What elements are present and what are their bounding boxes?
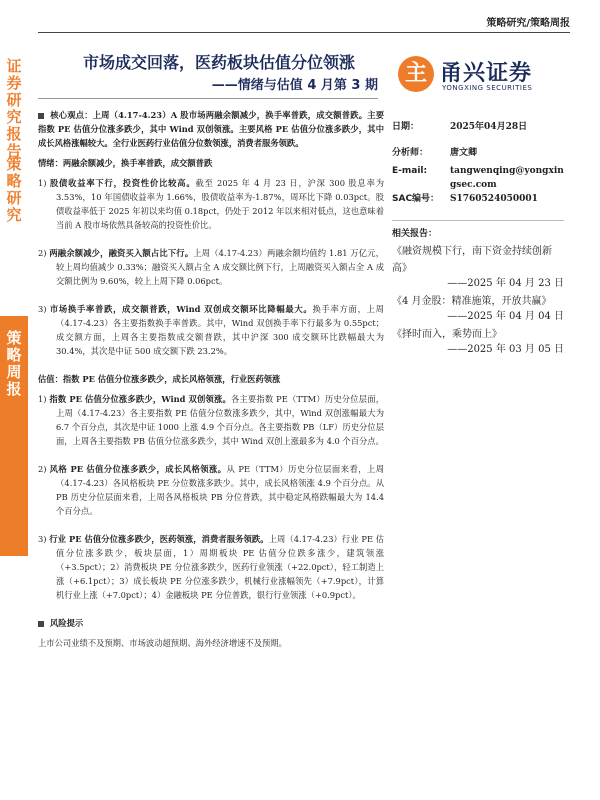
list-item: 1) 指数 PE 估值分位涨多跌少，Wind 双创领涨。各主要指数 PE（TTM）历史分位层面，上周（4.17-4.23）各主要指数 PE 估值分位数涨多跌少，其中，Wind 双创涨幅最大为 6.7 个百分点，其次是中证 1000 上涨 4.9 个百分点。各主要指数 PB（LF）历史分位层面，上周各主要指数 PB 估值分位涨多跌少，其中 Wind 双创上涨最多为 4.0 个百分点。 [38, 394, 385, 446]
sac-row: SAC编号： S1760524050001 [392, 192, 564, 206]
side-label-weekly: 策略周报 [6, 329, 22, 398]
info-rule [392, 220, 564, 221]
side-label-research: 证券研究报告 [6, 57, 22, 160]
header-category: 策略研究/策略周报 [486, 18, 570, 29]
company-logo [398, 52, 558, 98]
logo-english: YONGXING SECURITIES [442, 84, 533, 92]
list-item: 3) 行业 PE 估值分位涨多跌少，医药领涨，消费者服务领跌。上周（4.17-4.23）行业 PE 估值分位涨多跌少，板块层面，1）周期板块 PE 估值分位跌多涨少，建筑领涨（+3.5pct）；2）消费板块 PE 分位涨多跌少，医药行业领涨（+22.0pct），轻工制造上涨（+6.1pct）；3）成长板块 PE 分位涨多跌少，机械行业涨幅领先（+7.9pct），计算机行业上涨（+7.0pct）；4）金融板块 PE 分位普跌，银行行业领涨（+0.9pct）。 [38, 534, 385, 600]
main-column [38, 108, 384, 656]
list-item: 3) 市场换手率普跌，成交额普跌，Wind 双创成交额环比降幅最大。换手率方面，上周（4.17-4.23）各主要指数换手率普跌。其中，Wind 双创换手率下行最多为 0.55pct；成交额方面，上周各主要指数成交额普跌，其中沪深 300 成交额环比跌幅最大为 30.4%，其次是中证 500 成交额下跌 23.2%。 [38, 304, 384, 356]
logo-mark-char: 主 [404, 61, 427, 86]
bullet-square-icon [38, 621, 44, 627]
sentiment-heading: 情绪：两融余额减少，换手率普跌，成交额普跌 [38, 158, 213, 168]
side-label-strategy: 策略研究 [6, 155, 22, 224]
core-view [38, 108, 384, 150]
header-rule [38, 32, 570, 33]
sac-number: S1760524050001 [450, 194, 538, 204]
related-report-date: ——2025 年 03 月 05 日 [447, 344, 564, 355]
report-subtitle: ——情绪与估值 4 月第 3 期 [211, 78, 378, 93]
date-row: 日期： 2025年04月28日 [392, 120, 564, 134]
analyst-name: 唐文卿 [450, 148, 478, 158]
report-date: 2025年04月28日 [450, 122, 528, 132]
analyst-email[interactable]: tangwenqing@yongxingsec.com [450, 166, 564, 190]
related-heading: 相关报告： [392, 229, 438, 239]
list-item: 2) 两融余额减少，融资买入额占比下行。上周（4.17-4.23）两融余额均值约 1.81 万亿元，较上周均值减少 0.33%；融资买入额占全 A 成交额比例下行，上周融资买入额占全 A 成交额比例为 9.60%，较上上周下降 0.06pct。 [38, 248, 384, 286]
analyst-row: 分析师： 唐文卿 [392, 146, 564, 160]
core-view-lead: 核心观点： [50, 110, 93, 120]
email-row: E-mail: tangwenqing@yongxingsec.com [392, 166, 564, 190]
related-report[interactable]: 《择时而入，乘势而上》 [392, 329, 502, 340]
side-strip [0, 38, 28, 800]
side-strip-top [0, 38, 28, 278]
core-view-text: 上周（4.17-4.23）A 股市场两融余额减少，换手率普跌，成交额普跌。主要指数 PE 估值分位涨多跌少，其中 Wind 双创领涨。主要风格 PE 估值分位涨多跌少，其中成长风格涨幅较大。全行业医药行业估值分位数领涨，消费者服务领跌。 [38, 110, 384, 148]
related-report-date: ——2025 年 04 月 23 日 [447, 278, 564, 289]
title-rule [38, 98, 378, 99]
info-column [392, 120, 564, 357]
valuation-heading: 估值：指数 PE 估值分位涨多跌少，成长风格领涨，行业医药领涨 [38, 374, 281, 384]
risk-heading: 风险提示 [38, 616, 384, 630]
sentiment-list [38, 176, 384, 358]
related-report[interactable]: 《4 月金股：精准施策，开放共赢》 [392, 296, 552, 307]
related-report-date: ——2025 年 04 月 04 日 [447, 311, 564, 322]
logo-name: 甬兴证券 [440, 61, 533, 86]
risk-text: 上市公司业绩不及预期、市场波动超预期、海外经济增速不及预期。 [38, 638, 287, 648]
related-report[interactable]: 《融资规模下行，南下资金持续创新高》 [392, 246, 552, 274]
side-strip-orange [0, 316, 28, 556]
bullet-square-icon [38, 113, 44, 119]
valuation-list [38, 392, 384, 602]
list-item: 2) 风格 PE 估值分位涨多跌少，成长风格领涨。从 PE（TTM）历史分位层面来看，上周（4.17-4.23）各风格板块 PE 分位数涨多跌少。其中，成长风格领涨 4.9 个百分点。从 PB 历史分位层面来看，上周各风格板块 PB 分位普跌，其中稳定风格跌幅最大为 14.4 个百分点。 [38, 464, 385, 516]
report-title: 市场成交回落，医药板块估值分位领涨 [82, 53, 355, 72]
list-item: 1) 股债收益率下行，投资性价比较高。截至 2025 年 4 月 23 日，沪深 300 股息率为 3.53%，10 年国债收益率为 1.66%，股债收益率为-1.87%，周环比下降 0.03pct。股债收益率低于 2025 年初以来均值 0.18pct，仍处于 2012 年以来相对低点，这也意味着当前 A 股市场依然具备较高的投资性价比。 [38, 178, 384, 230]
